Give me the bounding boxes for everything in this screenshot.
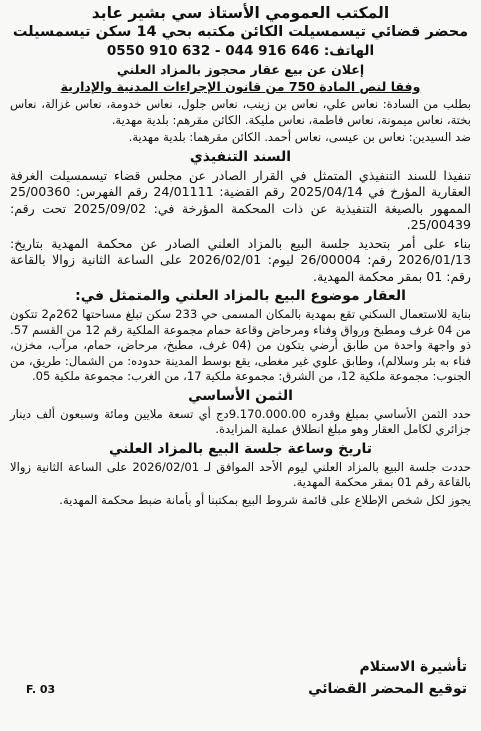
auction-date-paragraph: حددت جلسة البيع بالمزاد العلني ليوم الأحد الموافق لـ 2026/02/01 على الساعة الثانية زوالا بالقاعة رقم 01 بمقر محكمة المهدية. <box>10 459 471 489</box>
notice-paragraph: يجوز لكل شخص الإطلاع على قائمة شروط البيع بمكتبنا أو بأمانة ضبط محكمة المهدية. <box>59 492 471 507</box>
requesters-paragraph: بطلب من السادة: نعاس علي، نعاس بن زينب، نعاس جلول، نعاس خدومة، نعاس غزالة، نعاس بختة، نعاس ميمونة، نعاس فاطمة، نعاس مليكة. الكائن مقرهم: بلدية مهدية. <box>10 97 471 127</box>
office-name: المكتب العمومي الأستاذ سي بشير عابد <box>91 4 390 22</box>
announcement-title: إعلان عن بيع عقار محجوز بالمزاد العلني <box>116 62 365 77</box>
property-paragraph: بناية للاستعمال السكني تقع بمهدية بالمكان المسمى حي 233 سكن تبلغ مساحتها 262م2 تتكون من 04 غرف ومطبخ ورواق وفناء ومرحاض وقاعة حمام مجموعة الملكية رقم 12 من القسم 57. ذو واجهة واحدة من طابق أرضي يتكون من (04 غرف، مطبخ، مرحاض، حمام، مرآب، مخزن، فناء به بئر وسلالم)، وطابق علوي غير مغطى، يقع بوسط المدينة حدوده: من الشمال: طريق، من الجنوب: مجموعة ملكية 12، من الشرق: مجموعة ملكية 17، من الغرب: مجموعة ملكية 05. <box>10 307 472 383</box>
against-paragraph: ضد السيدين: نعاس بن عيسى، نعاس أحمد. الكائن مقرهما: بلدية مهدية. <box>128 130 471 144</box>
executive-title-heading: السند التنفيذي <box>189 148 292 165</box>
bailiff-signature-label: توقيع المحضر القضائي <box>308 681 467 697</box>
receipt-stamp-label: تأشيرة الاستلام <box>359 659 467 675</box>
executive-title-paragraph: تنفيذا للسند التنفيذي المتمثل في القرار الصادر عن مجلس قضاء تيسمسيلت الغرفة العقارية المؤرخ في 2025/04/14 رقم القضية: 24/01111 رقم الفهرس: 25/00360 الممهور بالصيغة التنفيذية عن ذات المحكمة المؤرخة في: 2025/09/02 تحت رقم: 25/00439. <box>10 167 472 232</box>
auction-date-heading: تاريخ وساعة جلسة البيع بالمزاد العلني <box>108 440 373 457</box>
form-code: F. 03 <box>26 683 56 696</box>
bailiff-address: محضر قضائي تيسمسيلت الكائن مكتبه بحي 14 سكن تيسمسيلت <box>12 24 469 40</box>
session-order-paragraph: بناء على أمر بتحديد جلسة البيع بالمزاد العلني الصادر عن محكمة المهدية بتاريخ: 2026/01/13 رقم: 26/00004 ليوم: 2026/02/01 على الساعة الثانية زوالا بالقاعة رقم: 01 بمقر محكمة المهدية. <box>10 235 471 284</box>
signature-block <box>308 656 467 700</box>
announcement-legal-basis: وفقا لنص المادة 750 من قانون الإجراءات المدنية والإدارية <box>60 79 421 94</box>
price-heading: الثمن الأساسي <box>188 387 293 404</box>
price-paragraph: حدد الثمن الأساسي بمبلغ وقدره 9.170.000.00دج أي تسعة ملايين ومائة وسبعون ألف دينار جزائري لكامل العقار وهو مبلغ انطلاق عملية المزايدة. <box>10 406 471 436</box>
phone-label: الهاتف: <box>323 43 375 59</box>
phone-numbers: 0550 910 632 - 044 916 646 <box>106 43 320 59</box>
phone-line <box>10 42 471 61</box>
property-heading: العقار موضوع البيع بالمزاد العلني والمتمثل في: <box>75 288 406 304</box>
